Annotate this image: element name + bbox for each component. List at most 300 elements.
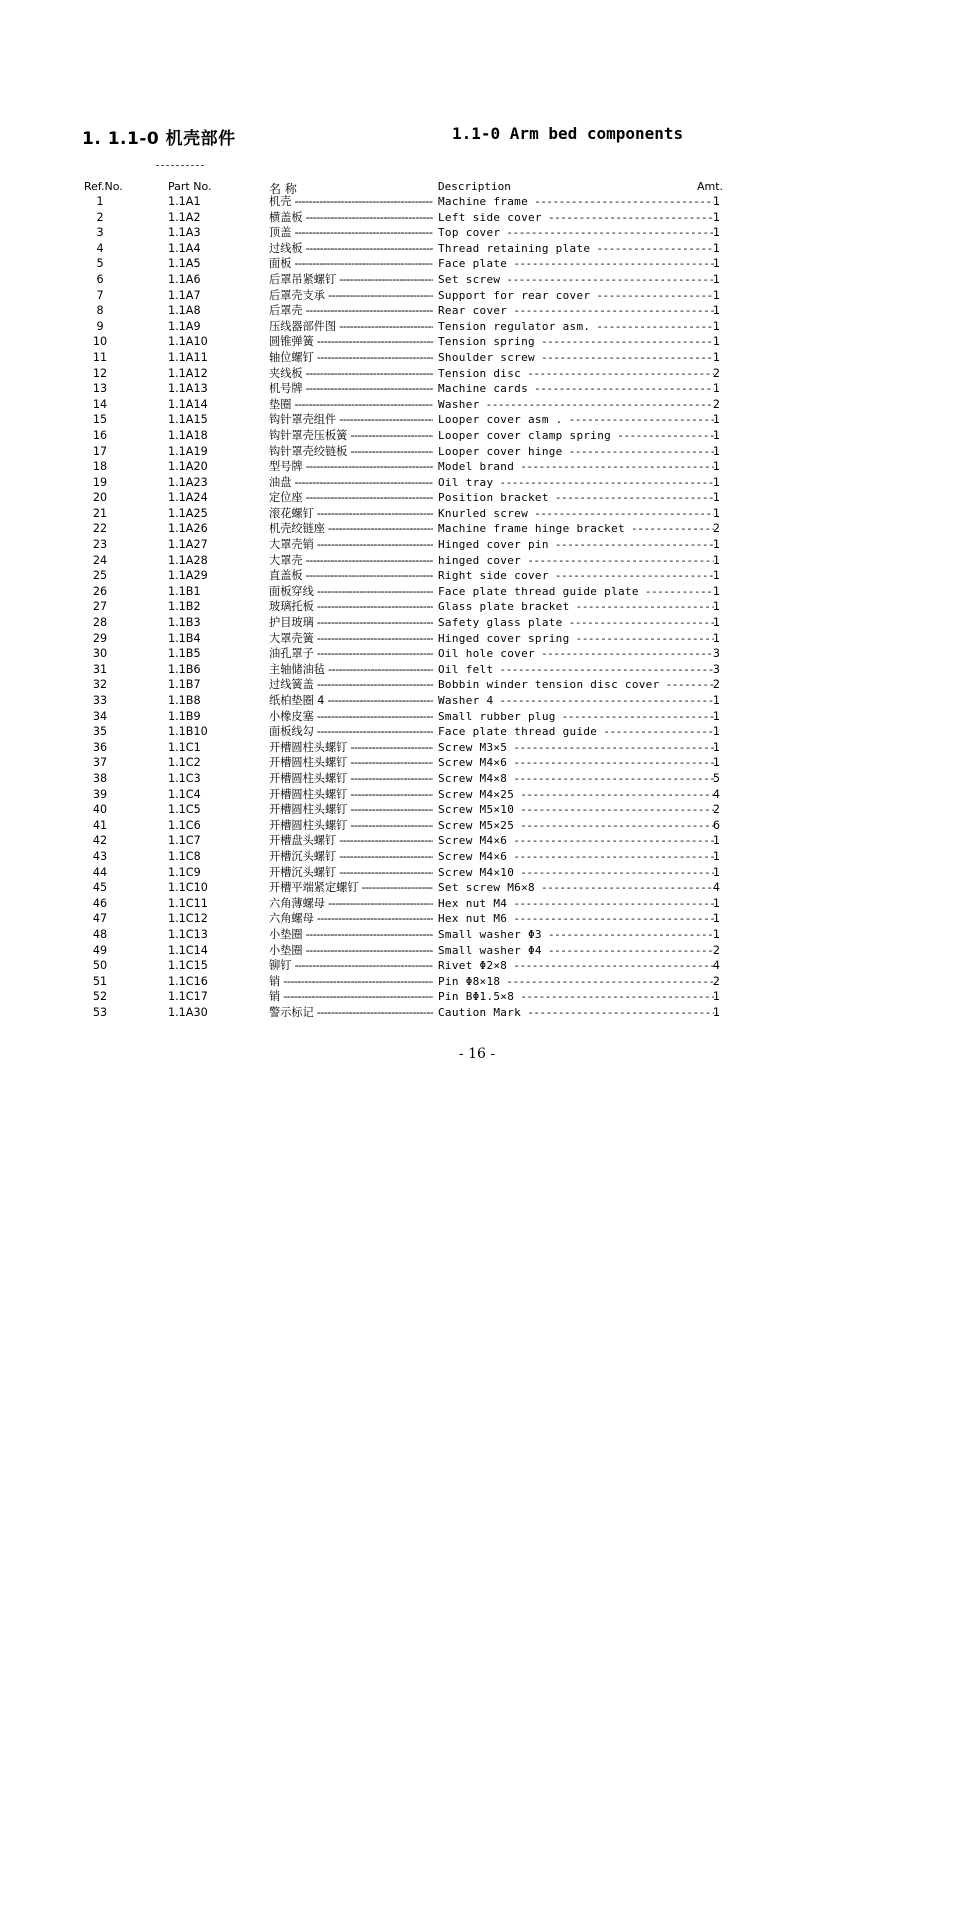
part-number: 1.1A10	[168, 335, 208, 349]
table-row	[0, 584, 954, 600]
part-amount: 1	[712, 428, 720, 442]
ref-number: 16	[92, 428, 108, 442]
table-row	[0, 319, 954, 335]
part-amount: 1	[712, 350, 720, 364]
part-name-chinese: 纸柏垫圈 4 -----	[269, 693, 433, 709]
part-number: 1.1A29	[168, 569, 208, 583]
ref-number: 6	[96, 272, 104, 286]
table-row	[0, 958, 954, 974]
ref-number: 53	[92, 1005, 108, 1019]
part-name-chinese: 直盖板 -----	[269, 568, 433, 584]
part-amount: 2	[712, 943, 720, 957]
table-row	[0, 272, 954, 288]
table-row	[0, 662, 954, 678]
ref-number: 48	[92, 927, 108, 941]
section-title-english: 1.1-0 Arm bed components	[452, 124, 684, 143]
part-description: Screw M4×8 -----	[438, 771, 714, 787]
table-row	[0, 256, 954, 272]
part-name-chinese: 大罩壳 -----	[269, 553, 433, 569]
table-row	[0, 334, 954, 350]
part-number: 1.1C11	[168, 896, 208, 910]
part-description: Rear cover -----	[438, 303, 714, 319]
part-description: Washer -----	[438, 397, 714, 413]
ref-number: 17	[92, 444, 108, 458]
part-description: Top cover -----	[438, 225, 714, 241]
part-amount: 1	[712, 538, 720, 552]
part-amount: 1	[712, 600, 720, 614]
ref-number: 7	[96, 288, 104, 302]
part-name-chinese: 油孔罩子 -----	[269, 646, 433, 662]
part-description: Support for rear cover -----	[438, 288, 714, 304]
part-amount: 2	[712, 366, 720, 380]
ref-number: 31	[92, 662, 108, 676]
part-name-chinese: 轴位螺钉 -----	[269, 350, 433, 366]
part-name-chinese: 横盖板 -----	[269, 210, 433, 226]
part-description: Small washer Φ3 -----	[438, 927, 714, 943]
part-number: 1.1A6	[168, 272, 201, 286]
part-amount: 2	[712, 397, 720, 411]
part-description: Screw M4×6 -----	[438, 849, 714, 865]
part-description: Small rubber plug -----	[438, 709, 714, 725]
part-name-chinese: 大罩壳簧 -----	[269, 631, 433, 647]
part-description: Screw M5×10 -----	[438, 802, 714, 818]
part-amount: 1	[712, 288, 720, 302]
part-description: Small washer Φ4 -----	[438, 943, 714, 959]
part-description: Face plate thread guide -----	[438, 724, 714, 740]
part-name-chinese: 滚花螺钉 -----	[269, 506, 433, 522]
table-row	[0, 350, 954, 366]
part-name-chinese: 开槽圆柱头螺钉 -----	[269, 771, 433, 787]
part-number: 1.1C10	[168, 881, 208, 895]
ref-number: 10	[92, 335, 108, 349]
table-row	[0, 599, 954, 615]
part-amount: 1	[712, 834, 720, 848]
part-description: Oil felt -----	[438, 662, 714, 678]
part-name-chinese: 六角薄螺母 -----	[269, 896, 433, 912]
part-number: 1.1C7	[168, 834, 201, 848]
part-amount: 1	[712, 569, 720, 583]
ref-number: 36	[92, 740, 108, 754]
part-description: Rivet Φ2×8 -----	[438, 958, 714, 974]
part-amount: 1	[712, 257, 720, 271]
ref-number: 37	[92, 756, 108, 770]
ref-number: 9	[96, 319, 104, 333]
part-number: 1.1C14	[168, 943, 208, 957]
part-name-chinese: 开槽圆柱头螺钉 -----	[269, 740, 433, 756]
part-number: 1.1C13	[168, 927, 208, 941]
part-amount: 1	[712, 195, 720, 208]
ref-number: 15	[92, 413, 108, 427]
part-number: 1.1A27	[168, 538, 208, 552]
part-name-chinese: 型号牌 -----	[269, 459, 433, 475]
table-row	[0, 1005, 954, 1021]
part-number: 1.1A14	[168, 397, 208, 411]
part-description: Screw M4×25 -----	[438, 787, 714, 803]
part-name-chinese: 开槽圆柱头螺钉 -----	[269, 755, 433, 771]
part-description: Screw M4×6 -----	[438, 755, 714, 771]
table-row	[0, 381, 954, 397]
part-description: Tension regulator asm. -----	[438, 319, 714, 335]
part-number: 1.1B9	[168, 709, 201, 723]
table-row	[0, 865, 954, 881]
part-amount: 3	[712, 662, 720, 676]
part-number: 1.1C2	[168, 756, 201, 770]
part-number: 1.1C3	[168, 771, 201, 785]
part-name-chinese: 后罩壳支承 -----	[269, 288, 433, 304]
part-name-chinese: 机壳 -----	[269, 194, 433, 210]
part-description: Screw M4×10 -----	[438, 865, 714, 881]
part-name-chinese: 过线簧盖 -----	[269, 677, 433, 693]
ref-number: 44	[92, 865, 108, 879]
ref-number: 28	[92, 616, 108, 630]
part-description: Right side cover -----	[438, 568, 714, 584]
part-number: 1.1A2	[168, 210, 201, 224]
section-title-chinese: 1. 1.1-0 机壳部件	[82, 129, 236, 149]
table-row	[0, 974, 954, 990]
table-row	[0, 646, 954, 662]
table-row	[0, 490, 954, 506]
ref-number: 14	[92, 397, 108, 411]
part-amount: 1	[712, 444, 720, 458]
part-number: 1.1C5	[168, 803, 201, 817]
table-row	[0, 755, 954, 771]
part-name-chinese: 警示标记 -----	[269, 1005, 433, 1021]
ref-number: 40	[92, 803, 108, 817]
part-name-chinese: 开槽沉头螺钉 -----	[269, 849, 433, 865]
ref-number: 19	[92, 475, 108, 489]
table-row	[0, 802, 954, 818]
ref-number: 32	[92, 678, 108, 692]
table-row	[0, 740, 954, 756]
part-description: Knurled screw -----	[438, 506, 714, 522]
part-name-chinese: 顶盖 -----	[269, 225, 433, 241]
part-description: Oil tray -----	[438, 475, 714, 491]
table-row	[0, 896, 954, 912]
part-amount: 1	[712, 865, 720, 879]
part-number: 1.1A12	[168, 366, 208, 380]
part-amount: 1	[712, 506, 720, 520]
table-row	[0, 397, 954, 413]
table-row	[0, 506, 954, 522]
part-number: 1.1A26	[168, 522, 208, 536]
part-amount: 2	[712, 522, 720, 536]
part-number: 1.1A4	[168, 241, 201, 255]
ref-number: 29	[92, 631, 108, 645]
table-row	[0, 615, 954, 631]
ref-number: 46	[92, 896, 108, 910]
part-amount: 1	[712, 475, 720, 489]
part-number: 1.1C17	[168, 990, 208, 1004]
part-name-chinese: 钩针罩壳组件 -----	[269, 412, 433, 428]
ref-number: 49	[92, 943, 108, 957]
ref-number: 12	[92, 366, 108, 380]
part-number: 1.1C8	[168, 849, 201, 863]
table-row	[0, 709, 954, 725]
ref-number: 8	[96, 304, 104, 318]
part-number: 1.1B2	[168, 600, 201, 614]
part-name-chinese: 小橡皮塞 -----	[269, 709, 433, 725]
part-amount: 1	[712, 740, 720, 754]
part-description: Looper cover asm . -----	[438, 412, 714, 428]
part-amount: 4	[712, 787, 720, 801]
table-row	[0, 225, 954, 241]
part-description: Position bracket -----	[438, 490, 714, 506]
part-description: Safety glass plate -----	[438, 615, 714, 631]
part-name-chinese: 开槽圆柱头螺钉 -----	[269, 818, 433, 834]
part-number: 1.1A19	[168, 444, 208, 458]
part-name-chinese: 面板穿线 -----	[269, 584, 433, 600]
part-number: 1.1B6	[168, 662, 201, 676]
part-description: Glass plate bracket -----	[438, 599, 714, 615]
part-number: 1.1A5	[168, 257, 201, 271]
ref-number: 30	[92, 647, 108, 661]
page-number: - 16 -	[458, 1046, 496, 1062]
table-row	[0, 288, 954, 304]
part-name-chinese: 垫圈 -----	[269, 397, 433, 413]
ref-number: 33	[92, 694, 108, 707]
ref-number: 1	[96, 195, 104, 208]
ref-number: 20	[92, 491, 108, 505]
part-number: 1.1A18	[168, 428, 208, 442]
part-name-chinese: 后罩壳 -----	[269, 303, 433, 319]
part-amount: 1	[712, 413, 720, 427]
table-row	[0, 366, 954, 382]
part-name-chinese: 压线器部件图 -----	[269, 319, 433, 335]
part-amount: 6	[712, 818, 720, 832]
ref-number: 38	[92, 771, 108, 785]
part-name-chinese: 销 -----	[269, 989, 433, 1005]
part-amount: 1	[712, 491, 720, 505]
table-row	[0, 724, 954, 740]
part-description: Hex nut M6 -----	[438, 911, 714, 927]
table-row	[0, 989, 954, 1005]
part-name-chinese: 机壳绞链座 -----	[269, 521, 433, 537]
part-amount: 1	[712, 460, 720, 474]
part-name-chinese: 铆钉 -----	[269, 958, 433, 974]
ref-number: 50	[92, 959, 108, 973]
part-name-chinese: 开槽圆柱头螺钉 -----	[269, 787, 433, 803]
part-name-chinese: 夹线板 -----	[269, 366, 433, 382]
part-description: Screw M3×5 -----	[438, 740, 714, 756]
part-amount: 1	[712, 927, 720, 941]
ref-number: 23	[92, 538, 108, 552]
table-row	[0, 537, 954, 553]
table-row	[0, 631, 954, 647]
table-row	[0, 475, 954, 491]
column-header-description: Description	[438, 180, 511, 193]
table-row	[0, 818, 954, 834]
table-row	[0, 771, 954, 787]
part-number: 1.1A20	[168, 460, 208, 474]
part-amount: 1	[712, 226, 720, 240]
table-row	[0, 428, 954, 444]
part-amount: 5	[712, 771, 720, 785]
part-number: 1.1A7	[168, 288, 201, 302]
column-header-name: 名 称	[269, 182, 297, 196]
column-header-ref: Ref.No.	[84, 180, 123, 193]
part-name-chinese: 开槽盘头螺钉 -----	[269, 833, 433, 849]
table-row	[0, 521, 954, 537]
table-row	[0, 849, 954, 865]
part-description: Tension spring -----	[438, 334, 714, 350]
parts-table	[0, 194, 954, 1020]
part-name-chinese: 定位座 -----	[269, 490, 433, 506]
part-number: 1.1B5	[168, 647, 201, 661]
part-description: Face plate -----	[438, 256, 714, 272]
part-number: 1.1A24	[168, 491, 208, 505]
part-amount: 1	[712, 210, 720, 224]
part-name-chinese: 开槽平端紧定螺钉 -----	[269, 880, 433, 896]
part-name-chinese: 小垫圈 -----	[269, 927, 433, 943]
ref-number: 34	[92, 709, 108, 723]
part-description: Washer 4 -----	[438, 693, 714, 709]
ref-number: 45	[92, 881, 108, 895]
ref-number: 26	[92, 584, 108, 598]
table-row	[0, 553, 954, 569]
ref-number: 24	[92, 553, 108, 567]
part-number: 1.1A25	[168, 506, 208, 520]
part-description: Set screw -----	[438, 272, 714, 288]
part-name-chinese: 小垫圈 -----	[269, 943, 433, 959]
ref-number: 51	[92, 974, 108, 988]
table-row	[0, 943, 954, 959]
part-number: 1.1C4	[168, 787, 201, 801]
table-row	[0, 412, 954, 428]
part-number: 1.1A30	[168, 1005, 208, 1019]
part-description: Machine frame -----	[438, 194, 714, 210]
part-amount: 1	[712, 335, 720, 349]
column-header-amount: Amt.	[697, 180, 724, 193]
part-name-chinese: 销 -----	[269, 974, 433, 990]
ref-number: 41	[92, 818, 108, 832]
part-description: Looper cover hinge -----	[438, 444, 714, 460]
part-description: Screw M4×6 -----	[438, 833, 714, 849]
ref-number: 43	[92, 849, 108, 863]
part-description: Looper cover clamp spring -----	[438, 428, 714, 444]
part-amount: 1	[712, 319, 720, 333]
part-name-chinese: 面板线勾 -----	[269, 724, 433, 740]
part-amount: 1	[712, 272, 720, 286]
part-amount: 1	[712, 584, 720, 598]
part-number: 1.1A15	[168, 413, 208, 427]
part-number: 1.1C16	[168, 974, 208, 988]
part-description: Oil hole cover -----	[438, 646, 714, 662]
part-number: 1.1A11	[168, 350, 208, 364]
part-number: 1.1A23	[168, 475, 208, 489]
ref-number: 4	[96, 241, 104, 255]
part-amount: 4	[712, 881, 720, 895]
ref-number: 52	[92, 990, 108, 1004]
part-description: Screw M5×25 -----	[438, 818, 714, 834]
table-row	[0, 927, 954, 943]
part-amount: 1	[712, 990, 720, 1004]
ref-number: 13	[92, 382, 108, 396]
part-description: Machine cards -----	[438, 381, 714, 397]
part-amount: 1	[712, 709, 720, 723]
part-description: Bobbin winder tension disc cover -----	[438, 677, 714, 693]
part-number: 1.1A8	[168, 304, 201, 318]
part-name-chinese: 玻璃托板 -----	[269, 599, 433, 615]
part-description: Hinged cover spring -----	[438, 631, 714, 647]
part-number: 1.1B8	[168, 694, 201, 707]
ref-number: 39	[92, 787, 108, 801]
part-number: 1.1B3	[168, 616, 201, 630]
part-name-chinese: 大罩壳销 -----	[269, 537, 433, 553]
part-description: Machine frame hinge bracket -----	[438, 521, 714, 537]
part-name-chinese: 开槽圆柱头螺钉 -----	[269, 802, 433, 818]
ref-number: 21	[92, 506, 108, 520]
scan-artifact	[156, 165, 204, 168]
part-description: Set screw M6×8 -----	[438, 880, 714, 896]
part-number: 1.1A13	[168, 382, 208, 396]
part-description: Hex nut M4 -----	[438, 896, 714, 912]
table-row	[0, 833, 954, 849]
part-number: 1.1B1	[168, 584, 201, 598]
part-description: Shoulder screw -----	[438, 350, 714, 366]
part-name-chinese: 钩针罩壳压板簧 -----	[269, 428, 433, 444]
part-number: 1.1A1	[168, 195, 201, 208]
table-row	[0, 677, 954, 693]
part-amount: 1	[712, 756, 720, 770]
ref-number: 27	[92, 600, 108, 614]
part-amount: 1	[712, 896, 720, 910]
ref-number: 47	[92, 912, 108, 926]
part-description: Left side cover -----	[438, 210, 714, 226]
ref-number: 25	[92, 569, 108, 583]
part-amount: 1	[712, 849, 720, 863]
part-description: Model brand -----	[438, 459, 714, 475]
part-name-chinese: 六角螺母 -----	[269, 911, 433, 927]
part-amount: 1	[712, 553, 720, 567]
table-row	[0, 787, 954, 803]
part-amount: 2	[712, 974, 720, 988]
part-name-chinese: 面板 -----	[269, 256, 433, 272]
part-amount: 4	[712, 959, 720, 973]
part-number: 1.1A28	[168, 553, 208, 567]
ref-number: 5	[96, 257, 104, 271]
part-description: Face plate thread guide plate -----	[438, 584, 714, 600]
part-description: Tension disc -----	[438, 366, 714, 382]
part-description: Hinged cover pin -----	[438, 537, 714, 553]
table-row	[0, 194, 954, 210]
part-number: 1.1C15	[168, 959, 208, 973]
part-name-chinese: 后罩吊紧螺钉 -----	[269, 272, 433, 288]
table-row	[0, 303, 954, 319]
part-name-chinese: 圆锥弹簧 -----	[269, 334, 433, 350]
part-name-chinese: 过线板 -----	[269, 241, 433, 257]
part-number: 1.1C6	[168, 818, 201, 832]
part-name-chinese: 钩针罩壳绞链板 -----	[269, 444, 433, 460]
table-row	[0, 568, 954, 584]
table-row	[0, 880, 954, 896]
part-amount: 1	[712, 912, 720, 926]
table-row	[0, 911, 954, 927]
ref-number: 22	[92, 522, 108, 536]
part-amount: 2	[712, 678, 720, 692]
part-amount: 2	[712, 803, 720, 817]
ref-number: 2	[96, 210, 104, 224]
table-row	[0, 241, 954, 257]
part-description: Caution Mark -----	[438, 1005, 714, 1021]
part-description: hinged cover -----	[438, 553, 714, 569]
part-number: 1.1C9	[168, 865, 201, 879]
column-header-part: Part No.	[168, 180, 212, 193]
part-number: 1.1B10	[168, 725, 208, 739]
part-name-chinese: 机号牌 -----	[269, 381, 433, 397]
table-row	[0, 459, 954, 475]
part-amount: 1	[712, 382, 720, 396]
table-row	[0, 693, 954, 709]
